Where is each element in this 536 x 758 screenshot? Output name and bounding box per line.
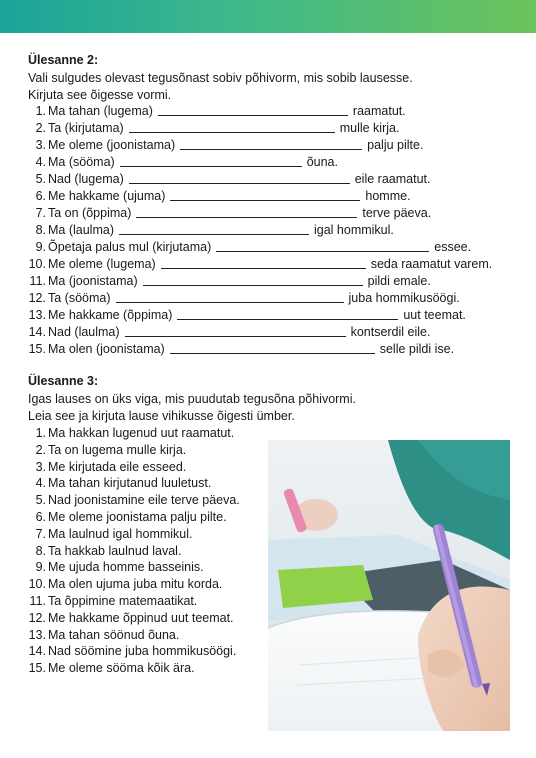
item-ending: selle pildi ise. [379,342,455,356]
item-prompt: Ta (kirjutama) [48,121,124,135]
item-ending: seda raamatut varem. [370,257,493,271]
answer-blank[interactable] [158,103,348,116]
answer-blank[interactable] [136,205,357,218]
list-item [28,290,492,307]
item-ending: palju pilte. [367,138,424,152]
item-ending: õuna. [306,155,338,169]
item-sentence: Ma tahan söönud õuna. [48,627,180,642]
list-item [28,509,240,526]
item-ending: juba hommikusöögi. [348,291,460,305]
list-item [28,188,492,205]
item-ending: eile raamatut. [354,172,431,186]
item-ending: terve päeva. [362,206,432,220]
item-number: 11. [29,593,46,608]
photo-illustration [268,440,510,731]
item-number: 13. [28,308,46,322]
list-item [28,239,492,256]
list-item [28,425,240,442]
list-item [28,475,240,492]
item-number: 11. [29,274,46,288]
item-prompt: Nad (lugema) [48,172,124,186]
item-number: 13. [28,627,46,642]
item-prompt: Ta (sööma) [48,291,111,305]
item-number: 3. [35,459,46,474]
item-number: 7. [35,526,46,541]
list-item [28,103,492,120]
item-sentence: Me ujuda homme basseinis. [48,560,204,575]
answer-blank[interactable] [170,188,360,201]
answer-blank[interactable] [216,239,429,252]
list-item [28,341,492,358]
answer-blank[interactable] [161,256,366,269]
task3-title: Ülesanne 3: [28,374,99,388]
list-item [28,324,492,341]
answer-blank[interactable] [129,171,350,184]
list-item [28,492,240,509]
list-item [28,442,240,459]
item-prompt: Ma (sööma) [48,155,115,169]
item-ending: igal hommikul. [314,223,394,237]
item-sentence: Me oleme joonistama palju pilte. [48,509,227,524]
item-ending: pildi emale. [367,274,431,288]
item-number: 4. [35,476,46,491]
item-number: 7. [35,206,46,220]
list-item [28,222,492,239]
item-sentence: Ma tahan kirjutanud luuletust. [48,476,212,491]
item-number: 10. [28,257,46,271]
answer-blank[interactable] [119,222,309,235]
list-item [28,120,492,137]
list-item [28,205,492,222]
item-sentence: Ma laulnud igal hommikul. [48,526,193,541]
list-item [28,593,240,610]
list-item [28,610,240,627]
answer-blank[interactable] [177,307,398,320]
item-sentence: Me kirjutada eile esseed. [48,459,187,474]
item-sentence: Ta hakkab laulnud laval. [48,543,182,558]
item-number: 8. [35,223,46,237]
list-item [28,660,240,677]
answer-blank[interactable] [125,324,346,337]
item-ending: raamatut. [352,104,406,118]
list-item [28,526,240,543]
item-sentence: Ma hakkan lugenud uut raamatut. [48,426,235,440]
item-sentence: Nad söömine juba hommikusöögi. [48,644,237,659]
task2-list [28,103,492,358]
item-number: 8. [35,543,46,558]
list-item [28,154,492,171]
item-number: 1. [35,426,46,440]
list-item [28,307,492,324]
list-item [28,171,492,188]
item-sentence: Ma olen ujuma juba mitu korda. [48,577,223,592]
item-number: 12. [28,610,46,625]
item-prompt: Ma (laulma) [48,223,114,237]
item-prompt: Ma olen (joonistama) [48,342,165,356]
answer-blank[interactable] [129,120,335,133]
item-sentence: Ta õppimine matemaatikat. [48,593,198,608]
item-ending: essee. [434,240,472,254]
item-ending: kontserdil eile. [350,325,431,339]
list-item [28,137,492,154]
item-sentence: Nad joonistamine eile terve päeva. [48,493,240,508]
item-number: 10. [28,577,46,592]
item-number: 1. [35,104,46,118]
list-item [28,576,240,593]
list-item [28,273,492,290]
item-number: 15. [28,342,46,356]
item-prompt: Me hakkame (ujuma) [48,189,166,203]
item-prompt: Me hakkame (õppima) [48,308,173,322]
writing-hands-photo [268,440,510,731]
list-item [28,256,492,273]
item-sentence: Ta on lugema mulle kirja. [48,442,187,457]
item-prompt: Ma tahan (lugema) [48,104,153,118]
item-prompt: Nad (laulma) [48,325,120,339]
item-number: 2. [35,442,46,457]
item-number: 5. [35,172,46,186]
answer-blank[interactable] [143,273,363,286]
item-ending: homme. [365,189,411,203]
item-number: 4. [35,155,46,169]
item-sentence: Me oleme sööma kõik ära. [48,661,195,676]
list-item [28,543,240,560]
item-number: 15. [28,661,46,676]
answer-blank[interactable] [116,290,344,303]
item-prompt: Ta on (õppima) [48,206,132,220]
item-ending: mulle kirja. [339,121,400,135]
item-number: 14. [28,325,46,339]
list-item [28,627,240,644]
task2-intro-line1: Vali sulgudes olevast tegusõnast sobiv põhivorm, mis sobib lausesse. [28,71,413,85]
item-number: 14. [28,644,46,659]
item-sentence: Me hakkame õppinud uut teemat. [48,610,234,625]
answer-blank[interactable] [180,137,362,150]
task3-intro-line1: Igas lauses on üks viga, mis puudutab tegusõna põhivormi. [28,392,356,406]
answer-blank[interactable] [170,341,375,354]
list-item [28,643,240,660]
task3-list [28,425,240,677]
item-prompt: Õpetaja palus mul (kirjutama) [48,240,212,254]
item-number: 9. [35,240,46,254]
item-number: 6. [35,509,46,524]
item-number: 5. [35,493,46,508]
header-gradient-bar [0,0,536,33]
list-item [28,459,240,476]
task3-instructions [28,391,508,424]
task2-title: Ülesanne 2: [28,53,99,67]
item-ending: uut teemat. [403,308,466,322]
item-number: 2. [35,121,46,135]
answer-blank[interactable] [120,154,302,167]
item-number: 9. [35,560,46,575]
list-item [28,559,240,576]
task3-intro-line2: Leia see ja kirjuta lause vihikusse õigesti ümber. [28,408,295,423]
item-prompt: Me oleme (lugema) [48,257,156,271]
task2-intro-line2: Kirjuta see õigesse vormi. [28,87,172,102]
item-prompt: Me oleme (joonistama) [48,138,176,152]
item-number: 6. [35,189,46,203]
item-number: 3. [35,138,46,152]
item-prompt: Ma (joonistama) [48,274,138,288]
task2-instructions [28,70,508,103]
item-number: 12. [28,291,46,305]
